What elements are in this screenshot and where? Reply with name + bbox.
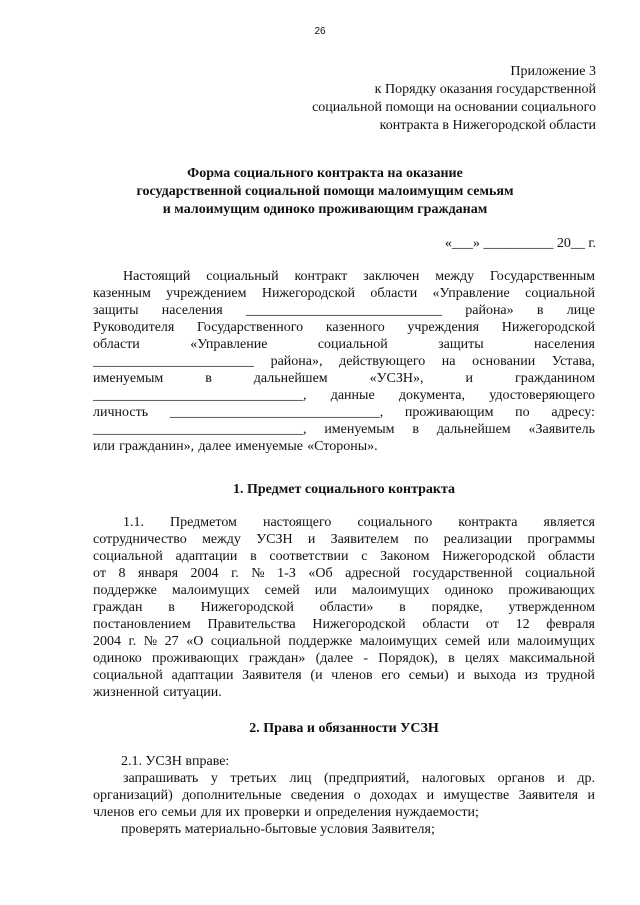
appendix-block <box>312 63 596 135</box>
paragraph-line: постановлением Правительства Нижегородской области от 12 февраля <box>93 617 595 632</box>
section-1-heading: 1. Предмет социального контракта <box>232 482 456 497</box>
section-2-paragraph-a <box>93 770 595 821</box>
paragraph-line: членов его семьи для их проверки и определения нуждаемости; <box>93 805 479 820</box>
paragraph-line: социальной адаптации в соответствии с Законом Нижегородской области <box>93 549 595 564</box>
paragraph-line: 2004 г. № 27 «О социальной поддержке малоимущих семей или малоимущих <box>93 634 595 649</box>
paragraph-line: поддержке малоимущих семей или малоимущих одиноко проживающих <box>93 583 595 598</box>
date-line: «___» __________ 20__ г. <box>444 236 596 251</box>
paragraph-line: социальной адаптации Заявителя (и членов его семьи) и выхода из трудной <box>93 668 595 683</box>
title-line: и малоимущим одиноко проживающим гражданам <box>162 202 488 217</box>
paragraph-line: _______________________ района», действующего на основании Устава, <box>93 354 595 369</box>
title-line: Форма социального контракта на оказание <box>187 166 463 181</box>
paragraph-line: запрашивать у третьих лиц (предприятий, налоговых органов и др. <box>123 771 595 786</box>
paragraph-line: Настоящий социальный контракт заключен между Государственным <box>123 269 595 284</box>
page-number: 26 <box>314 26 326 37</box>
section-1-paragraph <box>93 514 595 701</box>
title-line: государственной социальной помощи малоимущим семьям <box>136 184 514 199</box>
paragraph-line: или гражданин», далее именуемые «Стороны». <box>93 439 378 454</box>
paragraph-line: защиты населения ____________________________ района» в лице <box>93 303 595 318</box>
section-2-paragraph-b: проверять материально-бытовые условия Заявителя; <box>121 822 435 837</box>
paragraph-line: организаций) дополнительные сведения о доходах и имуществе Заявителя и <box>93 788 595 803</box>
paragraph-line: казенным учреждением Нижегородской области «Управление социальной <box>93 286 595 301</box>
paragraph-line: 1.1. Предметом настоящего социального контракта является <box>123 515 595 530</box>
paragraph-line: жизненной ситуации. <box>93 685 222 700</box>
paragraph-line: одиноко проживающих граждан» (далее - Порядок), в целях максимальной <box>93 651 595 666</box>
appendix-line: социальной помощи на основании социального <box>312 100 596 115</box>
appendix-line: контракта в Нижегородской области <box>379 118 596 133</box>
appendix-line: Приложение 3 <box>510 64 596 79</box>
paragraph-line: Руководителя Государственного казенного учреждения Нижегородской <box>93 320 595 335</box>
paragraph-line: области «Управление социальной защиты населения <box>93 337 595 352</box>
paragraph-line: сотрудничество между УСЗН и Заявителем по реализации программы <box>93 532 595 547</box>
paragraph-line: ______________________________, данные документа, удостоверяющего <box>93 388 595 403</box>
appendix-line: к Порядку оказания государственной <box>374 82 596 97</box>
paragraph-line: личность ______________________________, проживающим по адресу: <box>93 405 595 420</box>
paragraph-line: граждан в Нижегородской области» в порядке, утвержденном <box>93 600 595 615</box>
paragraph-line: ______________________________, именуемым в дальнейшем «Заявитель <box>93 422 595 437</box>
item-2-1: 2.1. УСЗН вправе: <box>121 754 230 769</box>
intro-paragraph <box>93 268 595 455</box>
paragraph-line: именуемым в дальнейшем «УСЗН», и гражданином <box>93 371 595 386</box>
document-title <box>60 165 590 219</box>
paragraph-line: от 8 января 2004 г. № 1-З «Об адресной государственной социальной <box>93 566 595 581</box>
section-2-heading: 2. Права и обязанности УСЗН <box>249 721 439 736</box>
